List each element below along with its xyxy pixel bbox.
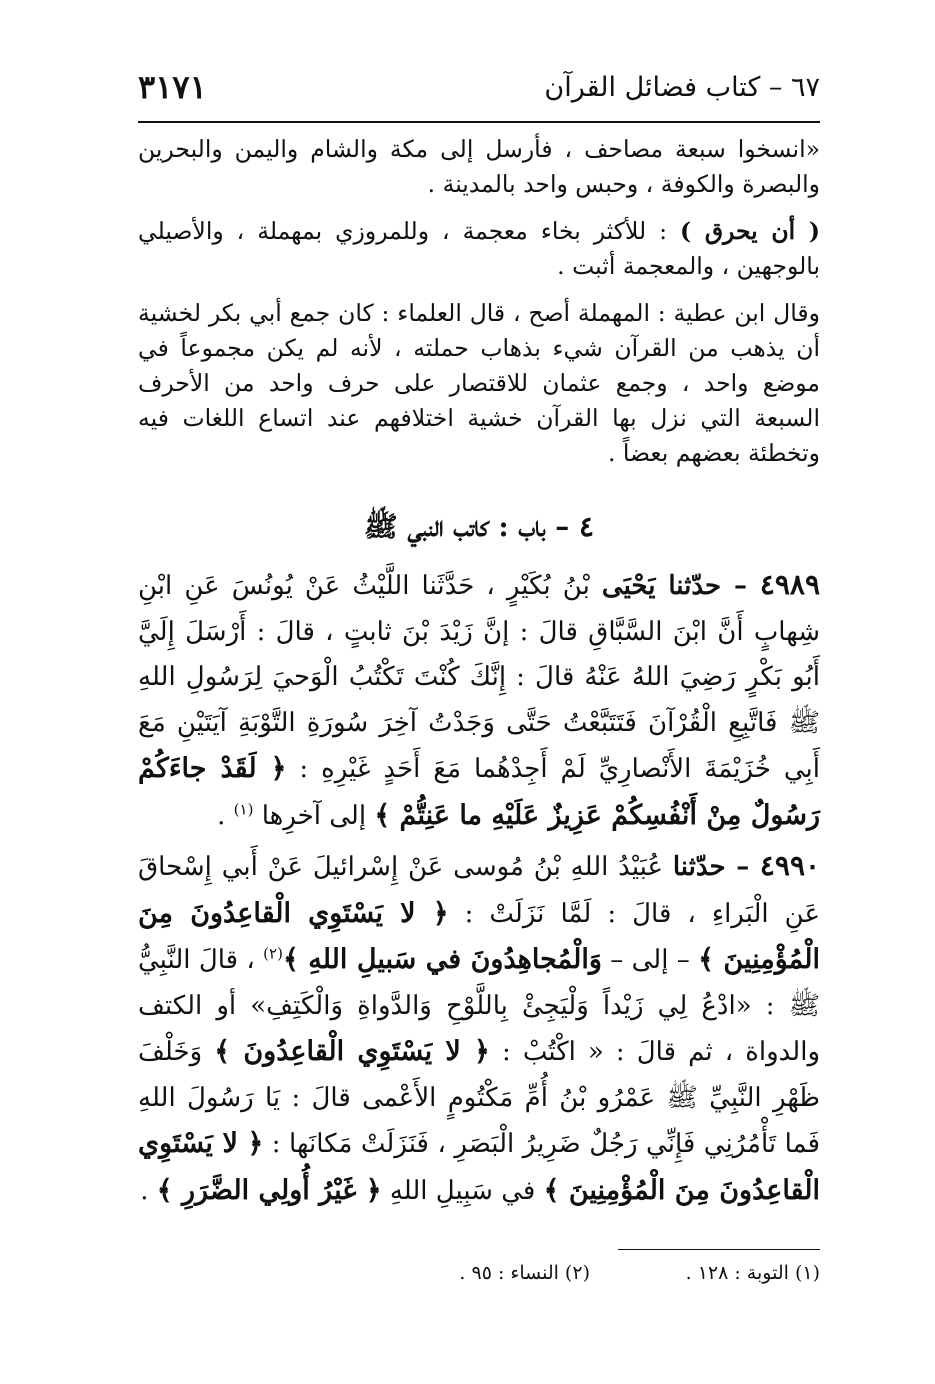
page-header — [138, 62, 820, 114]
hadith-end: . — [217, 800, 234, 831]
hadith-number: ٤٩٩٠ — [759, 849, 821, 882]
hadith-number: ٤٩٨٩ — [759, 568, 820, 601]
commentary-paragraph-1: «انسخوا سبعة مصاحف ، فأرسل إلى مكة والشام واليمن والبحرين والبصرة والكوفة ، وحبس واحد بالمدينة . — [138, 135, 820, 198]
hadith-chain-lead: حدّثنا — [672, 852, 726, 882]
hadith-text: في سَبِيلِ اللهِ — [381, 1175, 544, 1206]
commentary-text: : للأكثر بخاء معجمة ، وللمروزي بمهملة ، والأصيلي بالوجهين ، والمعجمة أثبت . — [138, 217, 820, 280]
page-number: ٣١٧١ — [138, 68, 207, 106]
chapter-heading: ٤ – باب : كاتب النبي ﷺ — [363, 510, 595, 543]
footnote-1: (١) التوبة : ١٢٨ . — [685, 1262, 820, 1284]
hadith-text: إلى آخرِها — [253, 800, 375, 831]
hadith-4990 — [138, 843, 820, 1214]
header-rule — [138, 121, 820, 123]
hadith-dash: – — [725, 852, 760, 882]
footnote-2: (٢) النساء : ٩٥ . — [459, 1262, 590, 1284]
hadith-text: ، قالَ النَّبِيُّ ﷺ : «ادْعُ لِي زَيْداً وَلْيَجِئْ بِاللَّوْحِ وَالدَّواةِ وَالْكَتِفِ» أو الكتف والدواة ، ثم قالَ : « اكْتُبْ : — [138, 945, 821, 1067]
commentary-section — [138, 132, 820, 471]
quran-verse: ﴿ لا يَسْتَوِي الْقاعِدُونَ مِنَ الْمُؤْمِنِينَ ﴾ — [138, 897, 821, 975]
hadith-text: بْنُ بُكَيْرٍ ، حَدَّثَنا اللَّيْثُ عَنْ يُونُسَ عَنِ ابْنِ شِهابٍ أَنَّ ابْنَ السَّبَّاقِ قالَ : إنَّ زَيْدَ بْنَ ثابتٍ ، قالَ : أَرْسَلَ إِلَيَّ أَبُو بَكْرٍ رَضِيَ اللهُ عَنْهُ قالَ : إِنَّكَ كُنْتَ تَكْتُبُ الْوَحيَ لِرَسُولِ اللهِ ﷺ فَاتَّبِعِ الْقُرْآنَ فَتَتَبَّعْتُ حَتَّى وَجَدْتُ آخِرَ سُورَةِ التَّوْبَةِ آيَتَيْنِ مَعَ أَبِي خُزَيْمَةَ الأَنْصارِيِّ لَمْ أَجِدْهُما مَعَ أَحَدٍ غَيْرِهِ : — [138, 571, 820, 784]
commentary-keyword: ( أن يحرق ) — [680, 217, 820, 245]
quran-verse: ﴿ غَيْرُ أُولِي الضَّرَرِ ﴾ — [156, 1174, 382, 1206]
commentary-paragraph-3: وقال ابن عطية : المهملة أصح ، قال العلماء : كان جمع أبي بكر لخشية أن يذهب من القرآن شيء بذهاب حملته ، لأنه لم يكن مجموعاً في موضع واحد ، وجمع عثمان للاقتصار على حرف واحد من الأحرف السبعة التي نزل بها القرآن خشية اختلافهم عند اتساع اللغات فيه وتخطئة بعضهم بعضاً . — [138, 299, 820, 467]
hadith-text: عُبَيْدُ اللهِ بْنُ مُوسى عَنْ إِسْرائيلَ عَنْ أَبي إِسْحاقَ عَنِ الْبَراءِ ، قالَ : لَمَّا نَزَلَتْ : — [138, 852, 820, 929]
hadith-text: وَخَلْفَ ظَهْرِ النَّبِيِّ ﷺ عَمْرُو بْنُ أُمِّ مَكْتُومٍ الأَعْمى قالَ : يَا رَسُولَ اللهِ فَما تَأْمُرُنِي فَإِنِّي رَجُلٌ ضَرِيرُ الْبَصَرِ ، فَنَزَلَتْ مَكانَها : — [138, 1037, 820, 1159]
footnote-reference: (٢) — [263, 944, 283, 963]
hadith-chain-lead: حدّثنا يَحْيَى — [601, 571, 722, 601]
hadith-text: – إلى – — [601, 945, 699, 975]
running-title: ٦٧ – كتاب فضائل القرآن — [544, 72, 820, 103]
footnote-rule — [618, 1249, 820, 1250]
quran-verse: وَالْمُجاهِدُونَ في سَبيلِ اللهِ ﴾ — [282, 944, 602, 975]
quran-verse: ﴿ لا يَسْتَوِي الْقاعِدُونَ مِنَ الْمُؤْمِنِينَ ﴾ — [138, 1128, 820, 1206]
hadith-dash: – — [721, 571, 760, 601]
commentary-paragraph-2 — [138, 214, 820, 284]
hadith-end: . — [140, 1175, 157, 1206]
footnote-reference: (١) — [233, 799, 254, 818]
quran-verse: ﴿ لَقَدْ جاءَكُمْ رَسُولٌ مِنْ أَنْفُسِكُمْ عَزِيزٌ عَلَيْهِ ما عَنِتُّمْ ﴾ — [138, 753, 820, 831]
quran-verse: ﴿ لا يَسْتَوِي الْقاعِدُونَ ﴾ — [214, 1036, 490, 1067]
hadith-section — [138, 562, 820, 1214]
hadith-4989 — [138, 562, 820, 839]
